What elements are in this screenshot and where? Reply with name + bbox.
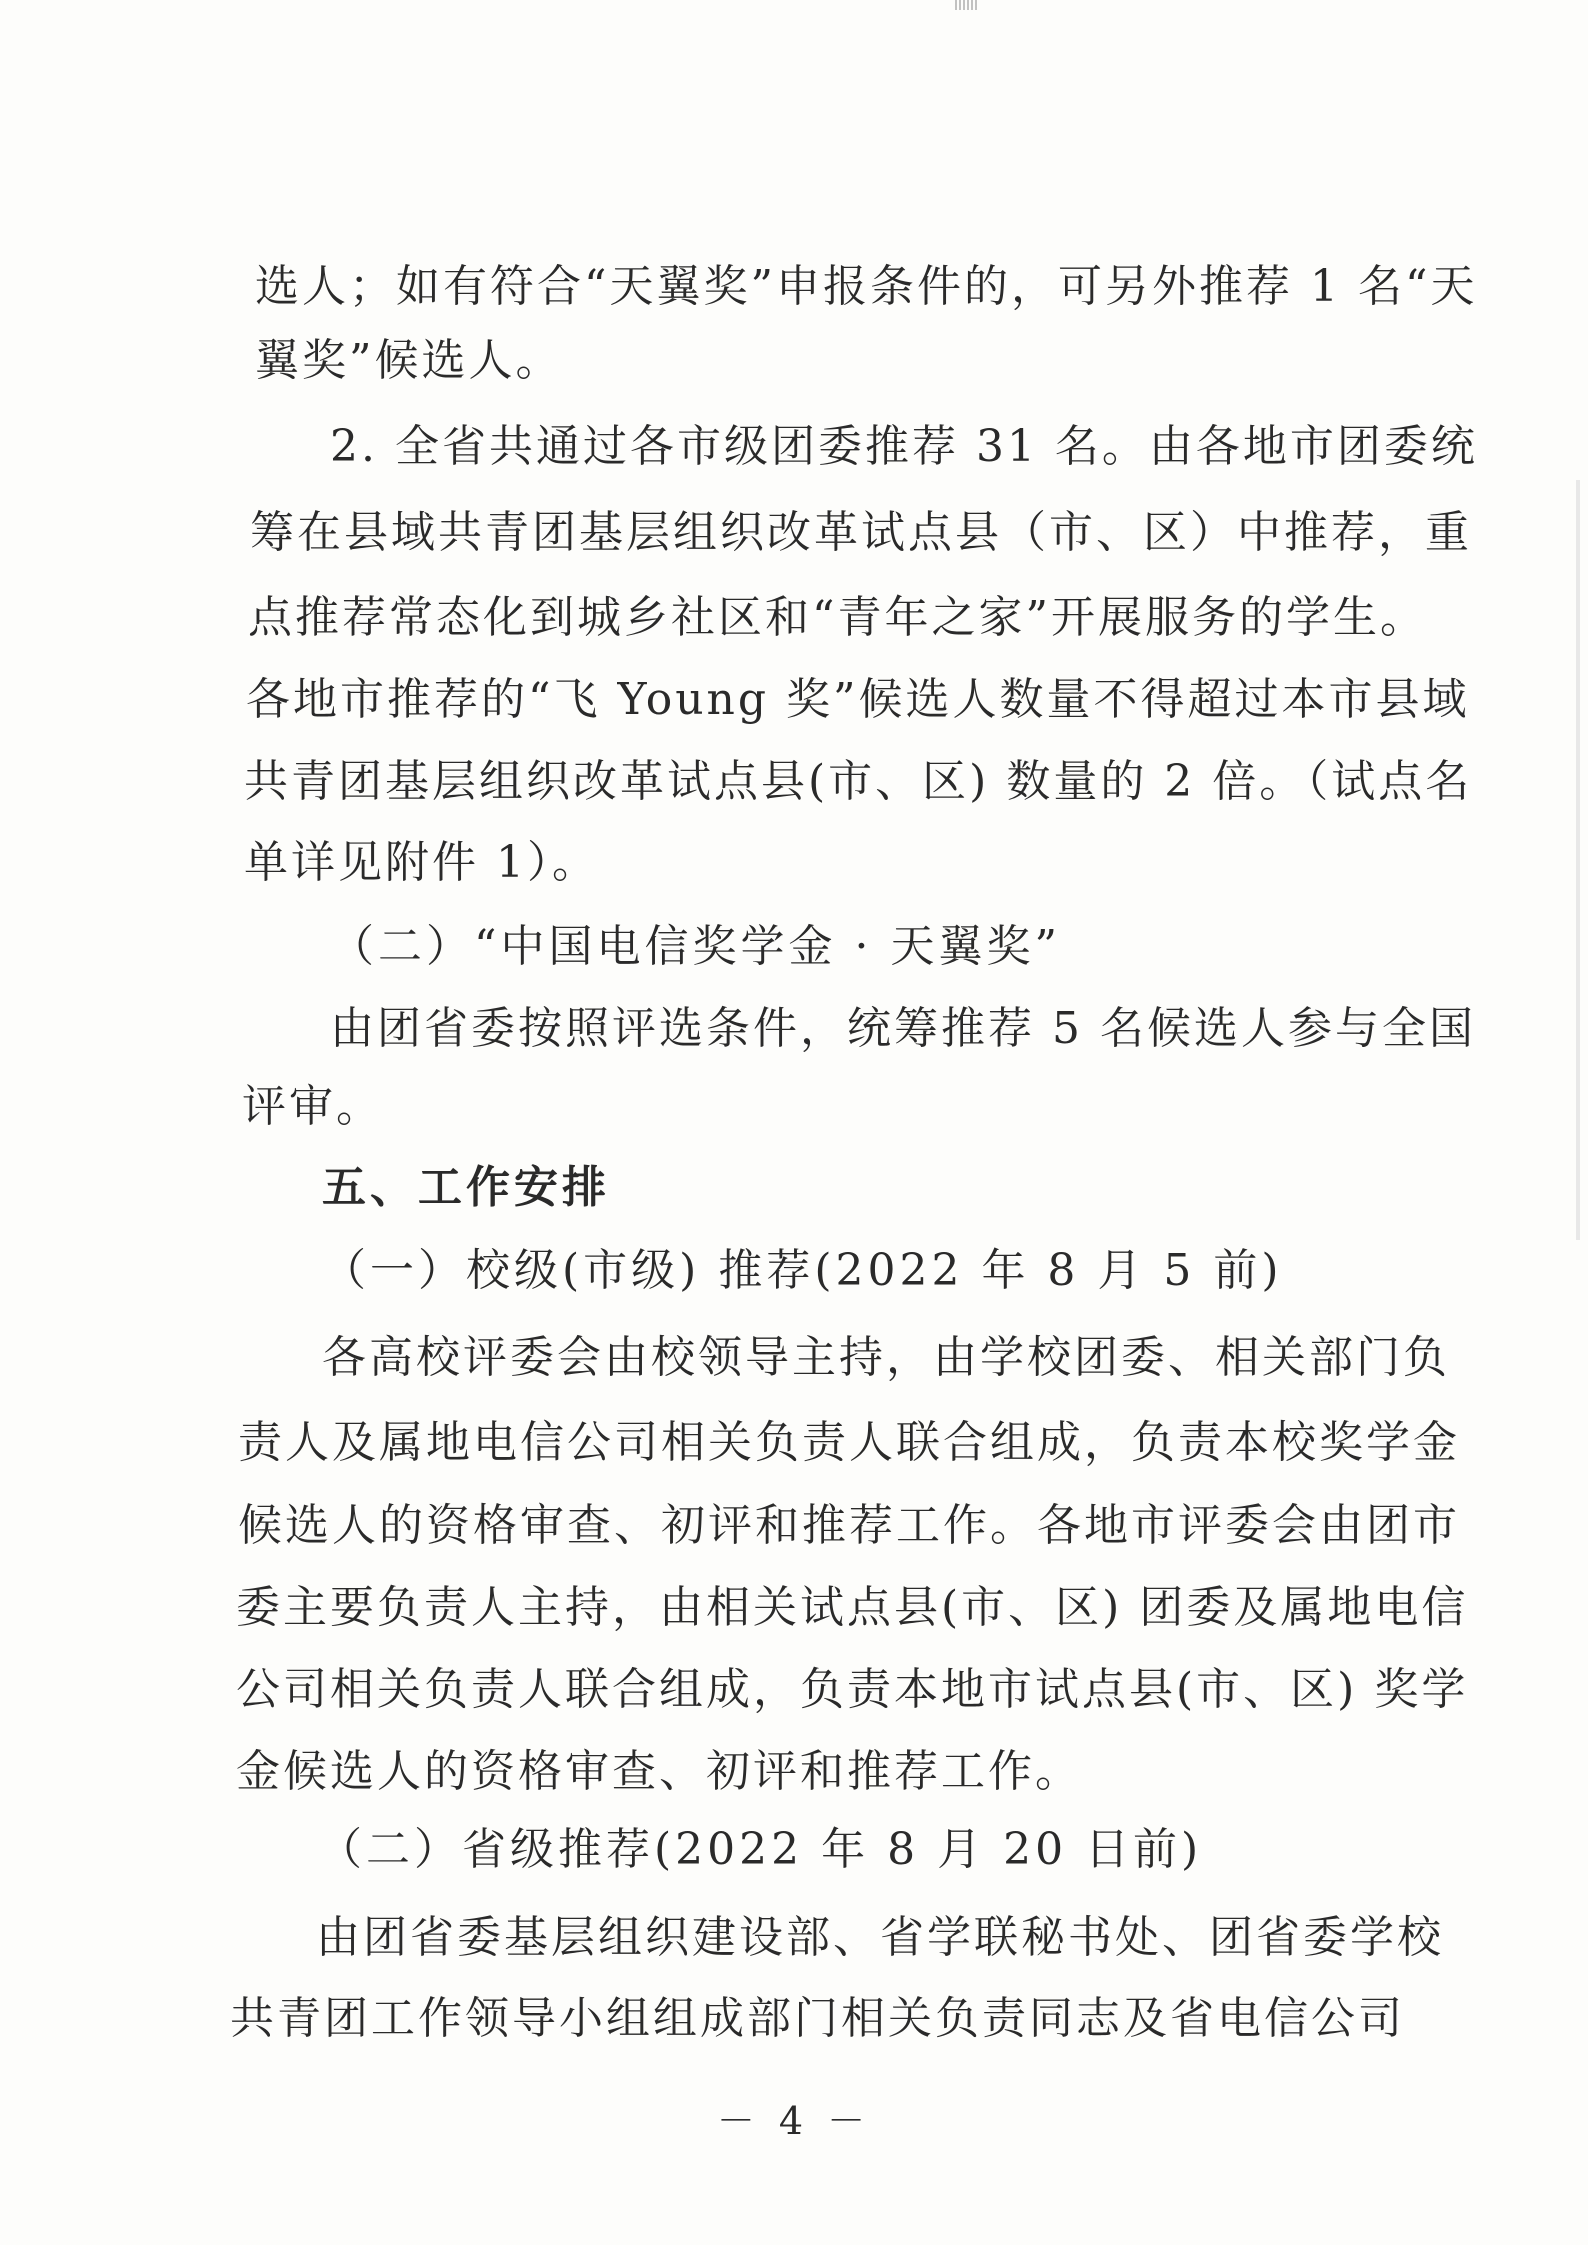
body-line: 由团省委基层组织建设部、省学联秘书处、团省委学校 [316, 1912, 1444, 1963]
body-line: 委主要负责人主持，由相关试点县(市、区) 团委及属地电信 [236, 1582, 1469, 1633]
body-line: 各地市推荐的“飞 Young 奖”候选人数量不得超过本市县域 [246, 674, 1470, 725]
body-line: 筹在县域共青团基层组织改革试点县（市、区）中推荐，重 [250, 507, 1472, 558]
body-line: 由团省委按照评选条件，统筹推荐 5 名候选人参与全国 [330, 1003, 1476, 1054]
body-line: 各高校评委会由校领导主持，由学校团委、相关部门负 [322, 1332, 1450, 1383]
body-line: 候选人的资格审查、初评和推荐工作。各地市评委会由团市 [238, 1500, 1460, 1551]
body-line: 责人及属地电信公司相关负责人联合组成，负责本校奖学金 [238, 1417, 1460, 1468]
body-line: 2. 全省共通过各市级团委推荐 31 名。由各地市团委统 [330, 421, 1478, 472]
body-line: 单详见附件 1）。 [244, 837, 599, 888]
body-line: 共青团基层组织改革试点县(市、区) 数量的 2 倍。（试点名 [244, 756, 1473, 807]
body-line: 评审。 [242, 1081, 383, 1132]
body-line: 翼奖”候选人。 [255, 335, 563, 386]
section-subheading: （二）省级推荐(2022 年 8 月 20 日前) [318, 1824, 1203, 1875]
scan-artifact [955, 0, 977, 10]
body-line: 共青团工作领导小组组成部门相关负责同志及省电信公司 [230, 1993, 1405, 2044]
body-line: 公司相关负责人联合组成，负责本地市试点县(市、区) 奖学 [236, 1664, 1469, 1715]
section-subheading: （一）校级(市级) 推荐(2022 年 8 月 5 前) [322, 1245, 1283, 1296]
scan-edge-shadow [1576, 480, 1580, 1240]
body-line: 金候选人的资格审查、初评和推荐工作。 [236, 1746, 1082, 1797]
body-line: 点推荐常态化到城乡社区和“青年之家”开展服务的学生。 [248, 592, 1427, 643]
section-subheading: （二）“中国电信奖学金 · 天翼奖” [330, 921, 1061, 972]
body-line: 选人；如有符合“天翼奖”申报条件的，可另外推荐 1 名“天 [255, 261, 1478, 312]
page-number: － 4 － [716, 2099, 872, 2143]
section-heading: 五、工作安排 [322, 1162, 610, 1213]
